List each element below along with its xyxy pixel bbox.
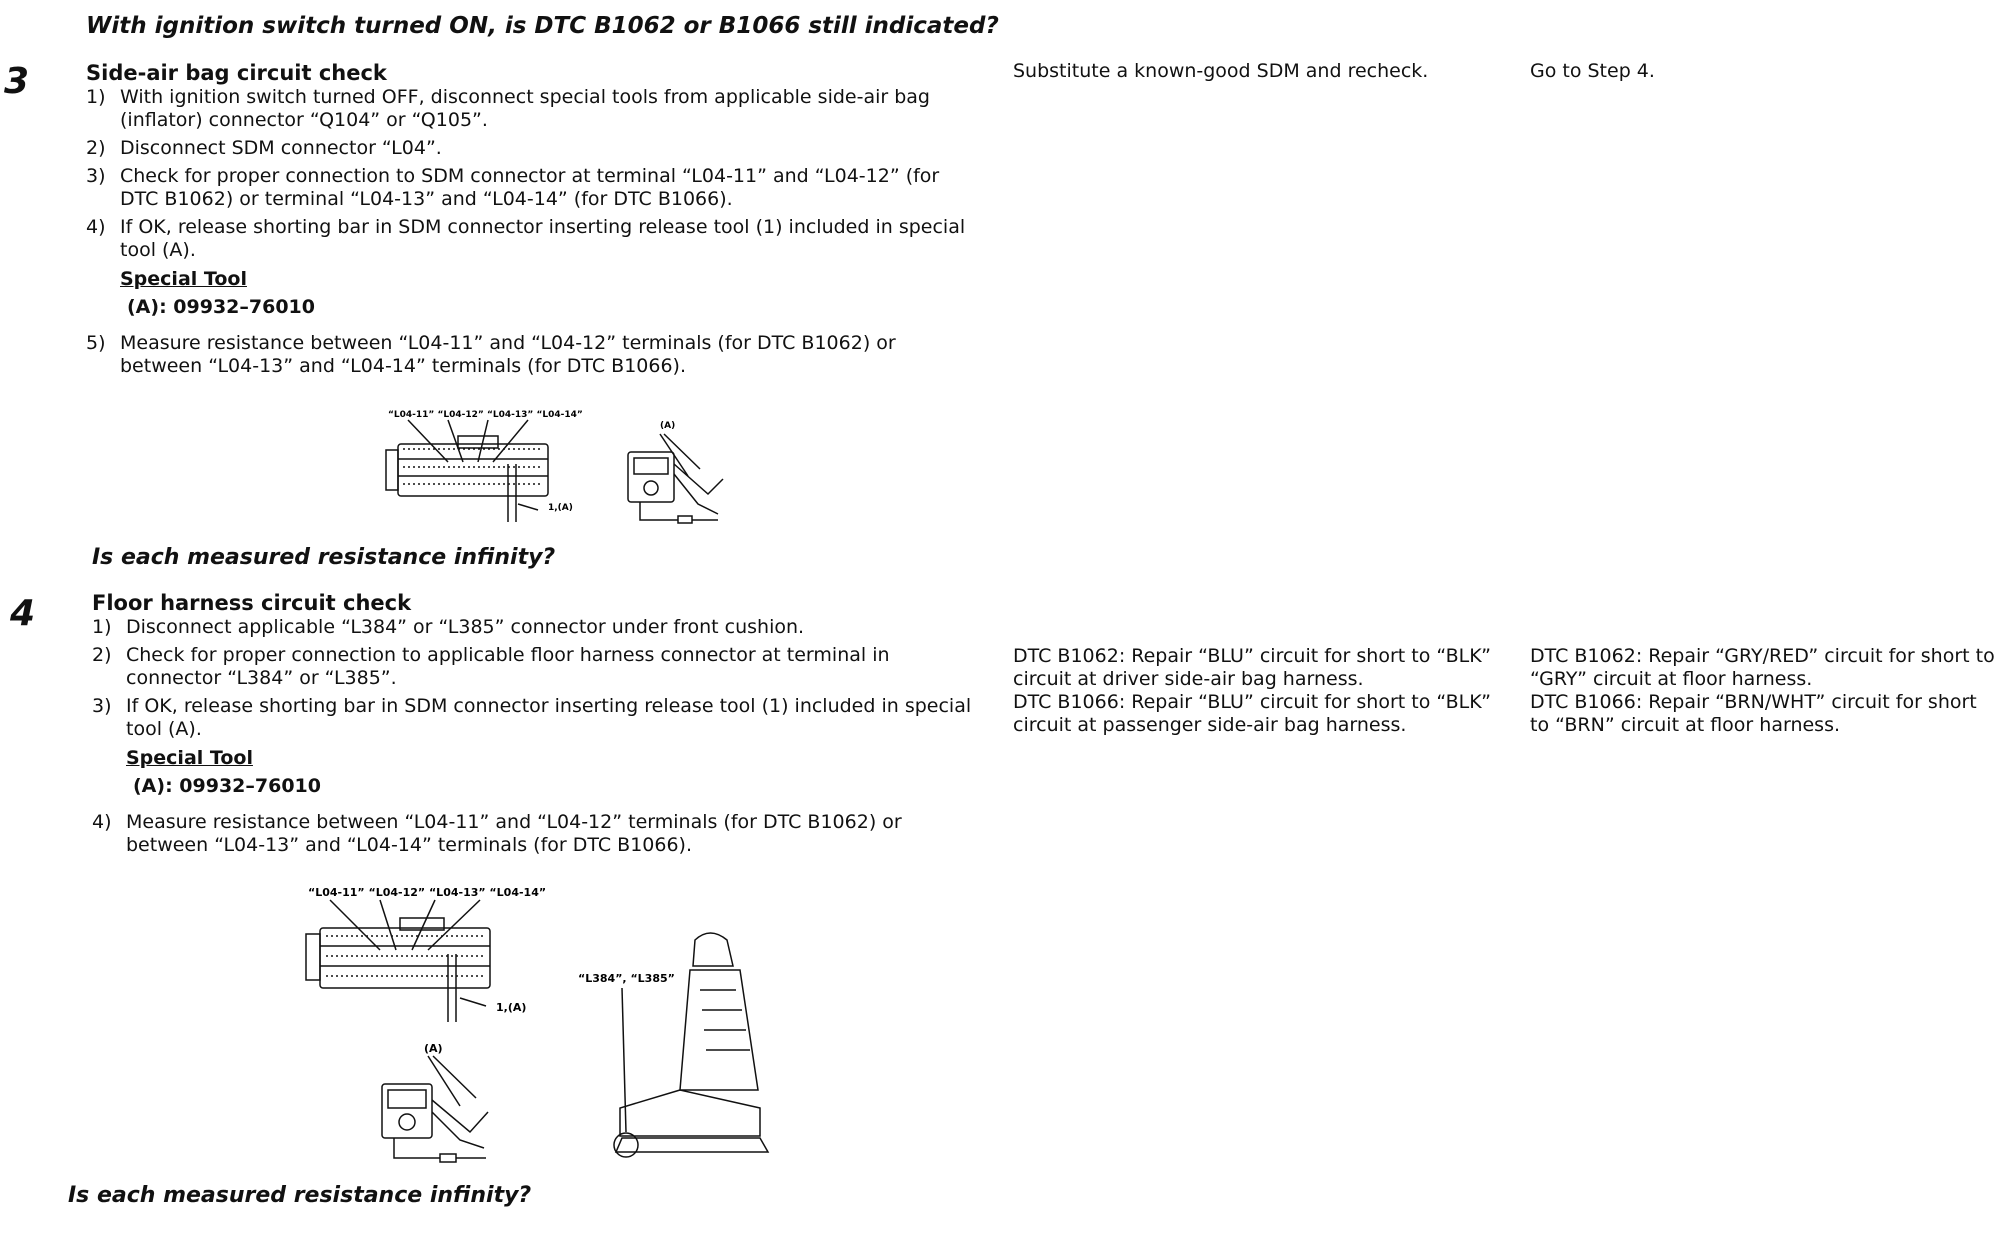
step3-title: Side-air bag circuit check <box>86 61 387 85</box>
instruction-text: Measure resistance between “L04-11” and “L04-12” terminals (for DTC B1062) or between “L04-13” and “L04-14” terminals (for DTC B1066). <box>120 332 896 377</box>
instruction-number: 2) <box>92 644 112 666</box>
step3-question: Is each measured resistance infinity? <box>92 545 556 570</box>
instruction-number: 1) <box>86 86 106 108</box>
step3-connector-figure <box>378 404 728 534</box>
instruction-item <box>86 216 976 262</box>
instruction-text: If OK, release shorting bar in SDM connector inserting release tool (1) included in special tool (A). <box>120 216 966 261</box>
step4-instructions <box>92 616 982 741</box>
step2-question: With ignition switch turned ON, is DTC B1062 or B1066 still indicated? <box>86 13 999 39</box>
instruction-number: 2) <box>86 137 106 159</box>
instruction-item <box>86 332 976 378</box>
figure-tool-label: (A) <box>424 1042 443 1055</box>
step3-content <box>86 60 976 383</box>
instruction-number: 4) <box>86 216 106 238</box>
instruction-item <box>92 811 982 857</box>
instruction-number: 5) <box>86 332 106 354</box>
instruction-text: Check for proper connection to applicable floor harness connector at terminal in connector “L384” or “L385”. <box>126 644 890 689</box>
step4-instructions-cont <box>92 811 982 857</box>
instruction-text: Check for proper connection to SDM connector at terminal “L04-11” and “L04-12” (for DTC B1062) or terminal “L04-13” and “L04-14” (for DTC B1066). <box>120 165 940 210</box>
step3-instructions-cont <box>86 332 976 378</box>
special-tool-value: (A): 09932–76010 <box>127 296 315 318</box>
step4-content <box>92 590 982 862</box>
instruction-item <box>86 165 976 211</box>
instruction-text: With ignition switch turned OFF, disconnect special tools from applicable side-air bag (inflator) connector “Q104” or “Q105”. <box>120 86 930 131</box>
step3-yes-action: Substitute a known-good SDM and recheck. <box>1013 60 1429 82</box>
figure-terminals-label: “L04-11” “L04-12” “L04-13” “L04-14” <box>388 410 583 420</box>
yes-action-b1062: DTC B1062: Repair “BLU” circuit for short to “BLK” circuit at driver side-air bag harness. <box>1013 645 1491 690</box>
special-tool-value: (A): 09932–76010 <box>133 775 321 797</box>
step4-special-tool <box>92 746 982 798</box>
step4-question: Is each measured resistance infinity? <box>68 1183 532 1208</box>
instruction-item <box>92 644 982 690</box>
step-number-3: 3 <box>4 61 30 102</box>
special-tool-label: Special Tool <box>120 268 247 290</box>
figure-terminals-label: “L04-11” “L04-12” “L04-13” “L04-14” <box>308 886 547 899</box>
step4-yes-action <box>1013 645 1503 737</box>
figure-tool-label: (A) <box>660 421 676 431</box>
instruction-number: 3) <box>92 695 112 717</box>
instruction-number: 3) <box>86 165 106 187</box>
figure-release-label: 1,(A) <box>496 1001 527 1014</box>
step4-connector-figure <box>300 880 780 1170</box>
instruction-text: If OK, release shorting bar in SDM connector inserting release tool (1) included in special tool (A). <box>126 695 972 740</box>
instruction-item <box>92 616 982 639</box>
no-action-b1062: DTC B1062: Repair “GRY/RED” circuit for short to “GRY” circuit at floor harness. <box>1530 645 1995 690</box>
figure-seat-label: “L384”, “L385” <box>578 972 675 985</box>
instruction-text: Disconnect SDM connector “L04”. <box>120 137 442 159</box>
special-tool-label: Special Tool <box>126 747 253 769</box>
step4-title: Floor harness circuit check <box>92 591 412 615</box>
instruction-item <box>86 86 976 132</box>
instruction-text: Measure resistance between “L04-11” and “L04-12” terminals (for DTC B1062) or between “L04-13” and “L04-14” terminals (for DTC B1066). <box>126 811 902 856</box>
step3-no-action: Go to Step 4. <box>1530 60 1655 82</box>
step3-instructions <box>86 86 976 262</box>
instruction-number: 1) <box>92 616 112 638</box>
step4-no-action <box>1530 645 1996 737</box>
step-number-4: 4 <box>10 593 36 634</box>
instruction-text: Disconnect applicable “L384” or “L385” connector under front cushion. <box>126 616 805 638</box>
figure-release-label: 1,(A) <box>548 503 573 513</box>
instruction-item <box>92 695 982 741</box>
instruction-item <box>86 137 976 160</box>
instruction-number: 4) <box>92 811 112 833</box>
no-action-b1066: DTC B1066: Repair “BRN/WHT” circuit for short to “BRN” circuit at floor harness. <box>1530 691 1977 736</box>
step3-special-tool <box>86 267 976 319</box>
yes-action-b1066: DTC B1066: Repair “BLU” circuit for short to “BLK” circuit at passenger side-air bag harness. <box>1013 691 1491 736</box>
